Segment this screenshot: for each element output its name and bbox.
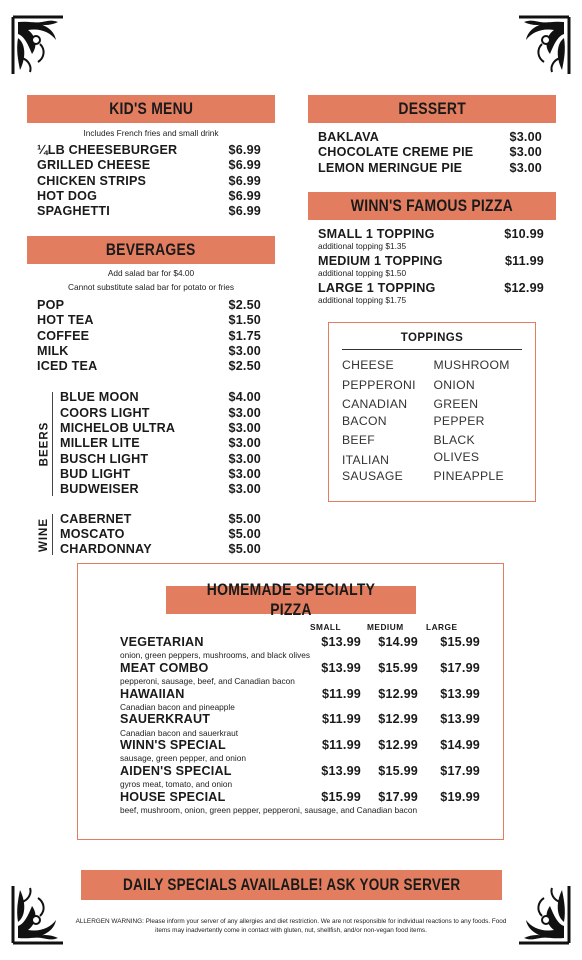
topping-item: CHEESE	[342, 358, 394, 372]
menu-item: BUD LIGHT $3.00	[60, 466, 261, 481]
menu-item: BUDWEISER $3.00	[60, 482, 261, 497]
menu-item: ¼LB CHEESEBURGER $6.99	[37, 143, 261, 157]
beers-label: BEERS	[38, 421, 50, 467]
menu-item: MICHELOB ULTRA $3.00	[60, 421, 261, 436]
menu-item: COFFEE $1.75	[37, 328, 261, 343]
menu-item: CHARDONNAY $5.00	[60, 542, 261, 557]
size-label: SMALL	[310, 622, 342, 632]
toppings-right-column	[434, 357, 526, 488]
list-item: MEAT COMBO $13.99 $15.99 $17.99 pepperoni, sausage, beef, and Canadian bacon	[120, 660, 480, 687]
list-item: SAUERKRAUT $11.99 $12.99 $13.99 Canadian bacon and sauerkraut	[120, 712, 480, 738]
menu-item: POP $2.50	[37, 298, 261, 312]
topping-item: CANADIAN BACON	[342, 397, 408, 428]
list-item: VEGETARIAN $13.99 $14.99 $15.99 onion, green peppers, mushrooms, and black olives	[120, 635, 480, 661]
dessert-list	[308, 130, 556, 176]
allergen-warning: ALLERGEN WARNING: Please inform your server of any allergies and diet restriction. We are not responsible for individual reactions to any foods. Food items may inadvertently come in contact with gluten, nut, shellfish, and/or non-vegan food items.	[75, 918, 507, 934]
menu-item: CHICKEN STRIPS $6.99	[37, 173, 261, 188]
beverages-section	[27, 236, 275, 557]
toppings-left-column	[342, 357, 434, 488]
toppings-box	[328, 322, 536, 502]
list-item: WINN'S SPECIAL $11.99 $12.99 $14.99 sausage, green pepper, and onion	[120, 738, 480, 764]
toppings-title: TOPPINGS	[400, 332, 464, 344]
kids-menu-title: KID'S MENU	[27, 95, 275, 123]
list-item: AIDEN'S SPECIAL $13.99 $15.99 $17.99 gyros meat, tomato, and onion	[120, 763, 480, 790]
list-item: LARGE 1 TOPPING $12.99 additional topping $1.75	[318, 281, 544, 305]
divider	[52, 392, 53, 495]
menu-item: SPAGHETTI $6.99	[37, 204, 261, 219]
specialty-pizza-list	[120, 635, 480, 816]
menu-item: CABERNET $5.00	[60, 511, 261, 526]
beers-list	[27, 390, 275, 497]
size-label: LARGE	[426, 622, 458, 632]
kids-menu-list	[27, 143, 275, 219]
specialty-pizza-section	[77, 563, 504, 840]
beverages-list	[27, 298, 275, 374]
divider	[52, 514, 53, 556]
topping-item: BLACK OLIVES	[433, 433, 480, 464]
size-label: MEDIUM	[367, 622, 404, 632]
kids-menu-section	[27, 95, 275, 219]
ornament-corner-icon	[516, 14, 572, 78]
daily-specials-banner: DAILY SPECIALS AVAILABLE! ASK YOUR SERVER	[81, 870, 502, 900]
menu-item: MILK $3.00	[37, 343, 261, 358]
topping-item: ONION	[433, 377, 475, 392]
menu-item: BLUE MOON $4.00	[60, 390, 261, 405]
wine-label: WINE	[38, 517, 50, 552]
list-item: MEDIUM 1 TOPPING $11.99 additional topping $1.50	[318, 254, 544, 278]
ornament-corner-icon	[516, 882, 572, 946]
menu-item: BUSCH LIGHT $3.00	[60, 451, 261, 466]
topping-item: BEEF	[342, 433, 376, 447]
topping-item: ITALIAN SAUSAGE	[342, 452, 404, 483]
menu-item: GRILLED CHEESE $6.99	[37, 158, 261, 173]
beverages-title: BEVERAGES	[27, 236, 275, 264]
dessert-section	[308, 95, 556, 176]
ornament-corner-icon	[10, 882, 66, 946]
menu-item: COORS LIGHT $3.00	[60, 405, 261, 420]
famous-pizza-title: WINN'S FAMOUS PIZZA	[308, 192, 556, 220]
menu-item: MOSCATO $5.00	[60, 526, 261, 541]
beverages-note: Cannot substitute salad bar for potato or fries	[67, 282, 235, 292]
famous-pizza-list	[308, 227, 556, 305]
list-item: HAWAIIAN $11.99 $12.99 $13.99 Canadian bacon and pineapple	[120, 686, 480, 712]
beverages-note: Add salad bar for $4.00	[107, 268, 195, 278]
menu-item: ICED TEA $2.50	[37, 359, 261, 374]
list-item: HOUSE SPECIAL $15.99 $17.99 $19.99 beef, mushroom, onion, green pepper, pepperoni, sausage, and Canadian bacon	[120, 789, 480, 816]
list-item: SMALL 1 TOPPING $10.99 additional topping $1.35	[318, 227, 544, 251]
dessert-title: DESSERT	[308, 95, 556, 123]
famous-pizza-section	[308, 192, 556, 308]
menu-item: HOT TEA $1.50	[37, 313, 261, 328]
menu-item: BAKLAVA $3.00	[318, 130, 542, 144]
menu-item: MILLER LITE $3.00	[60, 436, 261, 451]
topping-item: GREEN PEPPER	[433, 397, 485, 428]
topping-item: PEPPERONI	[342, 377, 416, 392]
menu-item: CHOCOLATE CREME PIE $3.00	[318, 145, 542, 160]
wine-list	[27, 512, 275, 558]
kids-menu-note: Includes French fries and small drink	[83, 128, 219, 138]
specialty-pizza-title: HOMEMADE SPECIALTY PIZZA	[166, 586, 416, 614]
topping-item: MUSHROOM	[433, 358, 510, 372]
ornament-corner-icon	[10, 14, 66, 78]
menu-item: HOT DOG $6.99	[37, 188, 261, 203]
menu-item: LEMON MERINGUE PIE $3.00	[318, 160, 542, 175]
topping-item: PINEAPPLE	[433, 469, 504, 483]
